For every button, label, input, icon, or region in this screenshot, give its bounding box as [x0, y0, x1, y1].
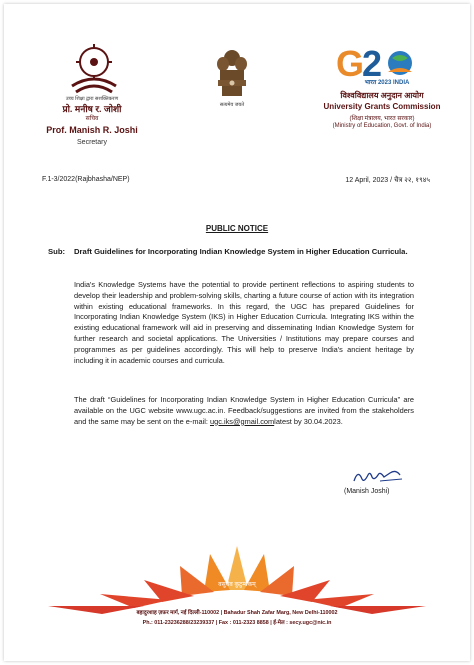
reference-number: F.1-3/2022(Rajbhasha/NEP) — [42, 176, 130, 183]
footer-tagline-en: ONE EARTH • ONE FAMILY • ONE FUTURE — [200, 593, 274, 597]
footer-address: बहादुरशाह ज़फ़र मार्ग, नई दिल्ली-110002 | Bahadur Shah Zafar Marg, New Delhi-110002 — [136, 610, 338, 616]
ministry-english: (Ministry of Education, Govt. of India) — [332, 123, 432, 129]
notice-title: PUBLIC NOTICE — [205, 224, 269, 233]
emblem-motto: उच्च शिक्षा द्वारा सशक्तिकरण — [65, 96, 119, 102]
subject-line — [48, 247, 414, 257]
svg-text:G: G — [336, 43, 365, 84]
paragraph-2 — [74, 395, 414, 427]
paragraph-2-tail: latest by 30.04.2023. — [274, 416, 343, 426]
secretary-title-hindi: सचिव — [85, 116, 99, 122]
document-page — [4, 4, 470, 661]
satyamev-jayate: सत्यमेव जयते — [219, 102, 245, 108]
signature-icon — [352, 467, 404, 485]
g20-subtitle: भारत 2023 INDIA — [364, 80, 410, 86]
ministry-hindi: (शिक्षा मंत्रालय, भारत सरकार) — [349, 116, 415, 122]
subject-text: Draft Guidelines for Incorporating Indian Knowledge System in Higher Education Curricula. — [74, 247, 408, 256]
email-link[interactable]: ugc.iks@gmail.com — [209, 416, 275, 426]
secretary-title: Secretary — [77, 139, 107, 146]
paragraph-2-text: The draft “Guidelines for Incorporating Indian Knowledge System in Higher Education Curricula” are available on the UGC website www.ugc.ac.in. Feedback/suggestions are invited from the stakeholders and the same may be sent on the e-mail: — [74, 395, 414, 426]
notice-date: 12 April, 2023 / चैत्र २२, १९४५ — [345, 177, 430, 184]
secretary-name-hindi: प्रो. मनीष र. जोशी — [62, 104, 122, 114]
national-emblem-icon — [214, 48, 250, 100]
svg-text:2: 2 — [362, 43, 383, 84]
ugc-name-hindi: विश्वविद्यालय अनुदान आयोग — [340, 91, 424, 100]
ugc-name-english: University Grants Commission — [323, 102, 441, 111]
signer-name: (Manish Joshi) — [344, 488, 390, 495]
secretary-name: Prof. Manish R. Joshi — [46, 125, 138, 135]
footer-contact: Ph.: 011-23236288/23239337 | Fax : 011-2323 8858 | ई-मेल : secy.ugc@nic.in — [142, 620, 332, 626]
subject-label: Sub: — [48, 247, 66, 256]
ugc-emblem-icon — [64, 38, 124, 98]
paragraph-1: India's Knowledge Systems have the potential to provide pertinent reflections to aspiring students to develop their leadership and problem-solving skills, charting a future course of action with its integration within existing educational frameworks. In this regard, the UGC has prepared Guidelines for Incorporating Indian Knowledge System (IKS) in Higher Education Curricula. Integrating IKS within the existing educational framework will aid in preserving and disseminating Indian Knowledge System for further research and societal applications. The Universities / Institutions may prepare courses and programmes as per guidelines accordingly. This will help to preserve India's ancient heritage by including it in academic courses and curricula. — [74, 280, 414, 365]
footer-tagline: वसुधैव कुटुम्बकम् — [218, 581, 256, 588]
